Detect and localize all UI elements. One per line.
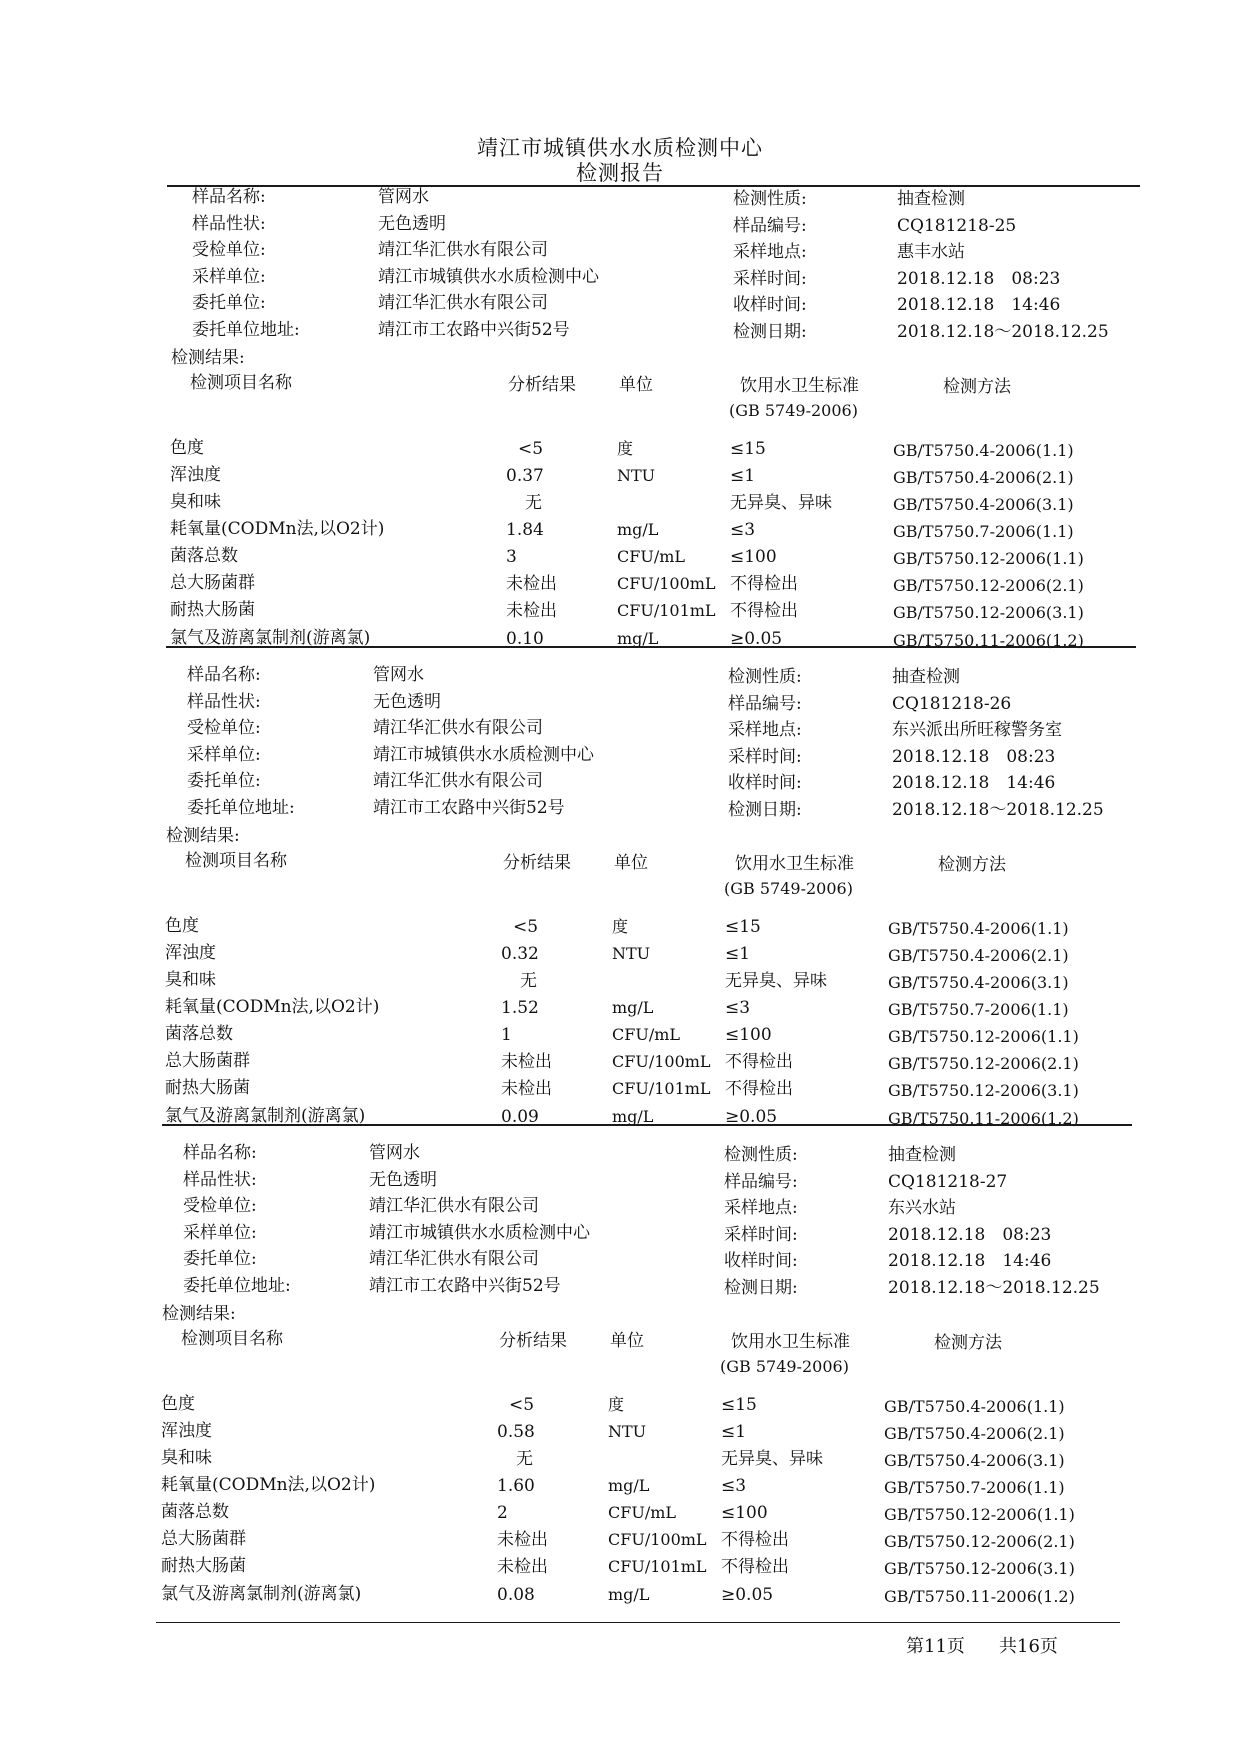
sampling-time-value: 2018.12.18 08:23: [897, 268, 1061, 289]
entrusting-unit-value: 靖江华汇供水有限公司: [378, 293, 548, 313]
sample-number-label: 样品编号:: [728, 693, 802, 714]
test-nature-value: 抽查检测: [888, 1145, 956, 1165]
result-row-3-method: GB/T5750.4-2006(3.1): [893, 495, 1074, 514]
organization-title: 靖江市城镇供水水质检测中心: [477, 136, 763, 160]
column-header-unit: 单位: [610, 1331, 644, 1351]
column-header-item: 检测项目名称: [190, 373, 292, 393]
entrusting-address-value: 靖江市工农路中兴街52号: [378, 319, 570, 340]
entrusting-unit-value: 靖江华汇供水有限公司: [373, 771, 543, 791]
entrusting-unit-label: 委托单位:: [183, 1249, 257, 1269]
test-date-label: 检测日期:: [733, 321, 807, 342]
result-row-5-standard: ≤100: [730, 547, 777, 567]
receiving-time-label: 收样时间:: [724, 1251, 798, 1271]
result-row-4-unit: mg/L: [617, 520, 659, 539]
result-row-1-item: 色度: [165, 916, 199, 936]
result-row-1-standard: ≤15: [721, 1395, 757, 1415]
result-row-4-item: 耗氧量(CODMn法,以O2计): [165, 997, 380, 1017]
column-header-standard-code: (GB 5749-2006): [724, 879, 853, 898]
footer-rule: [156, 1622, 1120, 1623]
sampling-time-value: 2018.12.18 08:23: [888, 1224, 1052, 1245]
sample-property-value: 无色透明: [373, 691, 441, 712]
sampling-time-label: 采样时间:: [728, 746, 802, 767]
result-row-8-unit: mg/L: [612, 1107, 654, 1126]
result-row-7-unit: CFU/101mL: [612, 1079, 711, 1098]
sampling-location-label: 采样地点:: [724, 1198, 798, 1218]
column-header-item: 检测项目名称: [185, 851, 287, 871]
column-header-standard-code: (GB 5749-2006): [729, 401, 858, 420]
column-header-method: 检测方法: [943, 377, 1011, 397]
result-row-8-result: 0.08: [497, 1585, 535, 1605]
result-row-7-result: 未检出: [501, 1079, 552, 1099]
block-separator-1: [166, 646, 1136, 648]
results-heading: 检测结果:: [171, 348, 245, 368]
entrusting-address-label: 委托单位地址:: [192, 319, 300, 340]
result-row-7-standard: 不得检出: [725, 1079, 793, 1099]
result-row-2-standard: ≤1: [730, 466, 756, 486]
result-row-4-standard: ≤3: [721, 1476, 747, 1496]
result-row-3-method: GB/T5750.4-2006(3.1): [888, 973, 1069, 992]
result-row-1-item: 色度: [161, 1394, 195, 1414]
result-row-7-item: 耐热大肠菌: [170, 600, 255, 620]
result-row-8-unit: mg/L: [617, 629, 659, 648]
result-row-4-method: GB/T5750.7-2006(1.1): [888, 1000, 1069, 1019]
sampling-unit-value: 靖江市城镇供水水质检测中心: [373, 744, 594, 765]
result-row-4-standard: ≤3: [730, 520, 756, 540]
result-row-5-item: 菌落总数: [165, 1024, 233, 1044]
result-row-1-result: <5: [513, 917, 539, 937]
result-row-7-unit: CFU/101mL: [617, 601, 716, 620]
entrusting-address-value: 靖江市工农路中兴街52号: [369, 1275, 561, 1296]
sampling-time-label: 采样时间:: [733, 268, 807, 289]
sample-number-value: CQ181218-26: [892, 693, 1012, 714]
result-row-5-item: 菌落总数: [161, 1502, 229, 1522]
result-row-7-method: GB/T5750.12-2006(3.1): [888, 1081, 1079, 1100]
column-header-standard: 饮用水卫生标准: [731, 1332, 850, 1352]
result-row-6-result: 未检出: [497, 1530, 548, 1550]
result-row-1-unit: 度: [612, 917, 629, 936]
sample-property-value: 无色透明: [378, 213, 446, 234]
sample-property-value: 无色透明: [369, 1169, 437, 1190]
result-row-8-standard: ≥0.05: [725, 1107, 778, 1127]
results-heading: 检测结果:: [166, 826, 240, 846]
result-row-1-result: <5: [518, 439, 544, 459]
result-row-1-unit: 度: [608, 1395, 625, 1414]
result-row-4-item: 耗氧量(CODMn法,以O2计): [161, 1475, 376, 1495]
sampling-unit-label: 采样单位:: [192, 266, 266, 287]
entrusting-address-value: 靖江市工农路中兴街52号: [373, 797, 565, 818]
result-row-5-item: 菌落总数: [170, 546, 238, 566]
result-row-4-standard: ≤3: [725, 998, 751, 1018]
entrusting-unit-label: 委托单位:: [192, 293, 266, 313]
inspected-unit-value: 靖江华汇供水有限公司: [369, 1196, 539, 1216]
result-row-6-method: GB/T5750.12-2006(2.1): [893, 576, 1084, 595]
page-total: 共16页: [999, 1636, 1058, 1657]
result-row-5-method: GB/T5750.12-2006(1.1): [893, 549, 1084, 568]
sample-number-label: 样品编号:: [724, 1171, 798, 1192]
result-row-2-result: 0.37: [506, 466, 544, 486]
result-row-5-unit: CFU/mL: [608, 1503, 677, 1522]
result-row-8-item: 氯气及游离氯制剂(游离氯): [161, 1584, 362, 1604]
result-row-8-result: 0.10: [506, 629, 544, 649]
result-row-2-unit: NTU: [612, 944, 651, 963]
result-row-2-item: 浑浊度: [161, 1421, 212, 1441]
sampling-unit-label: 采样单位:: [183, 1222, 257, 1243]
result-row-5-unit: CFU/mL: [612, 1025, 681, 1044]
sample-name-label: 样品名称:: [192, 187, 266, 207]
result-row-1-method: GB/T5750.4-2006(1.1): [884, 1397, 1065, 1416]
column-header-method: 检测方法: [934, 1333, 1002, 1353]
inspected-unit-value: 靖江华汇供水有限公司: [373, 718, 543, 738]
sample-property-label: 样品性状:: [183, 1169, 257, 1190]
result-row-4-result: 1.52: [501, 998, 539, 1018]
sample-number-label: 样品编号:: [733, 215, 807, 236]
sampling-time-value: 2018.12.18 08:23: [892, 746, 1056, 767]
receiving-time-value: 2018.12.18 14:46: [892, 773, 1056, 793]
result-row-1-method: GB/T5750.4-2006(1.1): [893, 441, 1074, 460]
sampling-time-label: 采样时间:: [724, 1224, 798, 1245]
column-header-method: 检测方法: [938, 855, 1006, 875]
sampling-location-value: 东兴水站: [888, 1198, 956, 1218]
entrusting-unit-label: 委托单位:: [187, 771, 261, 791]
sample-number-value: CQ181218-25: [897, 215, 1017, 236]
result-row-5-result: 3: [506, 547, 517, 567]
report-title: 检测报告: [576, 161, 664, 185]
result-row-2-item: 浑浊度: [170, 465, 221, 485]
result-row-6-standard: 不得检出: [730, 574, 798, 594]
result-row-4-result: 1.60: [497, 1476, 535, 1496]
page-number: 第11页: [906, 1636, 965, 1657]
column-header-result: 分析结果: [503, 853, 571, 873]
result-row-2-result: 0.32: [501, 944, 539, 964]
result-row-6-item: 总大肠菌群: [170, 573, 255, 593]
result-row-1-item: 色度: [170, 438, 204, 458]
result-row-8-item: 氯气及游离氯制剂(游离氯): [165, 1106, 366, 1126]
result-row-7-standard: 不得检出: [721, 1557, 789, 1577]
result-row-7-standard: 不得检出: [730, 601, 798, 621]
result-row-2-unit: NTU: [608, 1422, 647, 1441]
column-header-item: 检测项目名称: [181, 1329, 283, 1349]
result-row-2-result: 0.58: [497, 1422, 535, 1442]
result-row-7-item: 耐热大肠菌: [161, 1556, 246, 1576]
test-date-label: 检测日期:: [724, 1277, 798, 1298]
result-row-3-item: 臭和味: [170, 492, 221, 512]
result-row-6-method: GB/T5750.12-2006(2.1): [888, 1054, 1079, 1073]
result-row-5-method: GB/T5750.12-2006(1.1): [884, 1505, 1075, 1524]
result-row-6-result: 未检出: [501, 1052, 552, 1072]
result-row-7-method: GB/T5750.12-2006(3.1): [893, 603, 1084, 622]
result-row-7-item: 耐热大肠菌: [165, 1078, 250, 1098]
sample-property-label: 样品性状:: [192, 213, 266, 234]
result-row-5-result: 2: [497, 1503, 508, 1523]
test-nature-value: 抽查检测: [897, 189, 965, 209]
result-row-7-result: 未检出: [497, 1557, 548, 1577]
result-row-5-standard: ≤100: [725, 1025, 772, 1045]
column-header-result: 分析结果: [499, 1331, 567, 1351]
result-row-4-result: 1.84: [506, 520, 544, 540]
sampling-location-value: 惠丰水站: [897, 242, 965, 262]
test-nature-label: 检测性质:: [724, 1145, 798, 1165]
block-separator-2: [162, 1124, 1132, 1126]
sampling-location-label: 采样地点:: [728, 720, 802, 740]
result-row-5-unit: CFU/mL: [617, 547, 686, 566]
result-row-1-standard: ≤15: [725, 917, 761, 937]
result-row-6-unit: CFU/100mL: [608, 1530, 707, 1549]
sample-name-value: 管网水: [369, 1143, 420, 1163]
receiving-time-label: 收样时间:: [733, 295, 807, 315]
inspected-unit-value: 靖江华汇供水有限公司: [378, 240, 548, 260]
result-row-8-method: GB/T5750.11-2006(1.2): [884, 1587, 1075, 1606]
result-row-2-unit: NTU: [617, 466, 656, 485]
result-row-7-result: 未检出: [506, 601, 557, 621]
test-date-value: 2018.12.18～2018.12.25: [892, 799, 1104, 820]
result-row-8-standard: ≥0.05: [730, 629, 783, 649]
test-date-value: 2018.12.18～2018.12.25: [888, 1277, 1100, 1298]
result-row-4-method: GB/T5750.7-2006(1.1): [893, 522, 1074, 541]
test-nature-label: 检测性质:: [728, 667, 802, 687]
result-row-5-standard: ≤100: [721, 1503, 768, 1523]
inspected-unit-label: 受检单位:: [187, 718, 261, 738]
result-row-2-standard: ≤1: [721, 1422, 747, 1442]
result-row-8-result: 0.09: [501, 1107, 539, 1127]
result-row-2-item: 浑浊度: [165, 943, 216, 963]
sampling-unit-label: 采样单位:: [187, 744, 261, 765]
result-row-6-item: 总大肠菌群: [165, 1051, 250, 1071]
sampling-location-value: 东兴派出所旺稼警务室: [892, 720, 1062, 740]
result-row-5-result: 1: [501, 1025, 512, 1045]
result-row-2-standard: ≤1: [725, 944, 751, 964]
result-row-8-item: 氯气及游离氯制剂(游离氯): [170, 628, 371, 648]
results-heading: 检测结果:: [162, 1304, 236, 1324]
result-row-6-result: 未检出: [506, 574, 557, 594]
result-row-1-result: <5: [509, 1395, 535, 1415]
result-row-4-item: 耗氧量(CODMn法,以O2计): [170, 519, 385, 539]
column-header-unit: 单位: [614, 853, 648, 873]
result-row-6-method: GB/T5750.12-2006(2.1): [884, 1532, 1075, 1551]
sample-property-label: 样品性状:: [187, 691, 261, 712]
sampling-unit-value: 靖江市城镇供水水质检测中心: [369, 1222, 590, 1243]
result-row-2-method: GB/T5750.4-2006(2.1): [888, 946, 1069, 965]
result-row-4-unit: mg/L: [612, 998, 654, 1017]
report-block-2: [0, 663, 1235, 1138]
result-row-8-unit: mg/L: [608, 1585, 650, 1604]
sampling-unit-value: 靖江市城镇供水水质检测中心: [378, 266, 599, 287]
result-row-8-standard: ≥0.05: [721, 1585, 774, 1605]
entrusting-address-label: 委托单位地址:: [187, 797, 295, 818]
result-row-3-standard: 无异臭、异味: [725, 971, 827, 991]
result-row-3-standard: 无异臭、异味: [730, 493, 832, 513]
column-header-standard-code: (GB 5749-2006): [720, 1357, 849, 1376]
sample-name-label: 样品名称:: [187, 665, 261, 685]
result-row-6-item: 总大肠菌群: [161, 1529, 246, 1549]
receiving-time-label: 收样时间:: [728, 773, 802, 793]
result-row-2-method: GB/T5750.4-2006(2.1): [884, 1424, 1065, 1443]
result-row-1-standard: ≤15: [730, 439, 766, 459]
result-row-4-method: GB/T5750.7-2006(1.1): [884, 1478, 1065, 1497]
result-row-6-standard: 不得检出: [721, 1530, 789, 1550]
result-row-3-standard: 无异臭、异味: [721, 1449, 823, 1469]
column-header-unit: 单位: [619, 375, 653, 395]
result-row-1-unit: 度: [617, 439, 634, 458]
result-row-3-result: 无: [525, 493, 542, 513]
result-row-3-item: 臭和味: [161, 1448, 212, 1468]
result-row-2-method: GB/T5750.4-2006(2.1): [893, 468, 1074, 487]
test-nature-value: 抽查检测: [892, 667, 960, 687]
result-row-3-item: 臭和味: [165, 970, 216, 990]
result-row-6-unit: CFU/100mL: [612, 1052, 711, 1071]
result-row-8-method: GB/T5750.11-2006(1.2): [893, 631, 1084, 650]
test-date-value: 2018.12.18～2018.12.25: [897, 321, 1109, 342]
result-row-6-standard: 不得检出: [725, 1052, 793, 1072]
sample-number-value: CQ181218-27: [888, 1171, 1008, 1192]
sampling-location-label: 采样地点:: [733, 242, 807, 262]
result-row-8-method: GB/T5750.11-2006(1.2): [888, 1109, 1079, 1128]
report-block-3: [0, 1141, 1231, 1616]
result-row-5-method: GB/T5750.12-2006(1.1): [888, 1027, 1079, 1046]
result-row-7-method: GB/T5750.12-2006(3.1): [884, 1559, 1075, 1578]
result-row-3-method: GB/T5750.4-2006(3.1): [884, 1451, 1065, 1470]
entrusting-unit-value: 靖江华汇供水有限公司: [369, 1249, 539, 1269]
column-header-result: 分析结果: [508, 375, 576, 395]
sample-name-value: 管网水: [378, 187, 429, 207]
test-nature-label: 检测性质:: [733, 189, 807, 209]
entrusting-address-label: 委托单位地址:: [183, 1275, 291, 1296]
sample-name-value: 管网水: [373, 665, 424, 685]
inspected-unit-label: 受检单位:: [192, 240, 266, 260]
receiving-time-value: 2018.12.18 14:46: [888, 1251, 1052, 1271]
column-header-standard: 饮用水卫生标准: [735, 854, 854, 874]
receiving-time-value: 2018.12.18 14:46: [897, 295, 1061, 315]
result-row-3-result: 无: [516, 1449, 533, 1469]
report-block-1: [0, 185, 1240, 660]
result-row-6-unit: CFU/100mL: [617, 574, 716, 593]
result-row-3-result: 无: [520, 971, 537, 991]
result-row-4-unit: mg/L: [608, 1476, 650, 1495]
column-header-standard: 饮用水卫生标准: [740, 376, 859, 396]
sample-name-label: 样品名称:: [183, 1143, 257, 1163]
result-row-7-unit: CFU/101mL: [608, 1557, 707, 1576]
inspected-unit-label: 受检单位:: [183, 1196, 257, 1216]
result-row-1-method: GB/T5750.4-2006(1.1): [888, 919, 1069, 938]
test-date-label: 检测日期:: [728, 799, 802, 820]
